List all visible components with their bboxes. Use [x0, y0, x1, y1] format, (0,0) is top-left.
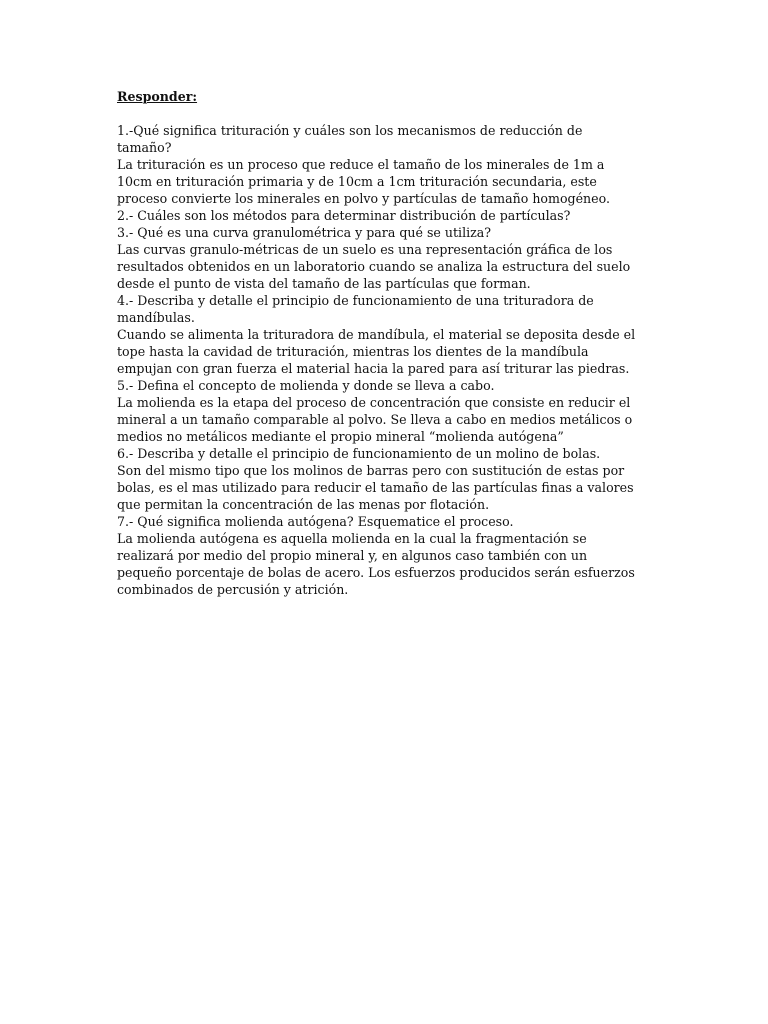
text-line: La molienda autógena es aquella molienda en la cual la fragmentación se	[117, 531, 587, 546]
text-line: 4.- Describa y detalle el principio de funcionamiento de una trituradora de	[117, 293, 594, 308]
text-line: mineral a un tamaño comparable al polvo. Se lleva a cabo en medios metálicos o	[117, 412, 633, 427]
document-body	[117, 88, 652, 598]
text-line: desde el punto de vista del tamaño de las partículas que forman.	[117, 276, 531, 291]
text-line: La molienda es la etapa del proceso de concentración que consiste en reducir el	[117, 395, 631, 410]
text-line: Cuando se alimenta la trituradora de mandíbula, el material se deposita desde el	[117, 327, 636, 342]
text-line: empujan con gran fuerza el material hacia la pared para así triturar las piedras.	[117, 361, 630, 376]
text-line: 1.-Qué significa trituración y cuáles son los mecanismos de reducción de	[117, 123, 583, 138]
text-line: 7.- Qué significa molienda autógena? Esquematice el proceso.	[117, 514, 514, 529]
text-line: bolas, es el mas utilizado para reducir el tamaño de las partículas finas a valores	[117, 480, 634, 495]
text-line: medios no metálicos mediante el propio mineral “molienda autógena”	[117, 429, 564, 444]
text-line: proceso convierte los minerales en polvo y partículas de tamaño homogéneo.	[117, 191, 610, 206]
text-line: 6.- Describa y detalle el principio de funcionamiento de un molino de bolas.	[117, 446, 601, 461]
text-line: mandíbulas.	[117, 310, 195, 325]
text-line: combinados de percusión y atrición.	[117, 582, 349, 597]
text-lines	[117, 122, 652, 598]
text-line: La trituración es un proceso que reduce el tamaño de los minerales de 1m a	[117, 157, 605, 172]
heading-responder: Responder:	[117, 89, 198, 104]
text-line: resultados obtenidos en un laboratorio cuando se analiza la estructura del suelo	[117, 259, 631, 274]
text-line: Son del mismo tipo que los molinos de barras pero con sustitución de estas por	[117, 463, 625, 478]
text-line: realizará por medio del propio mineral y, en algunos caso también con un	[117, 548, 588, 563]
text-line: 2.- Cuáles son los métodos para determinar distribución de partículas?	[117, 208, 571, 223]
text-line: 10cm en trituración primaria y de 10cm a 1cm trituración secundaria, este	[117, 174, 597, 189]
text-line: 3.- Qué es una curva granulométrica y para qué se utiliza?	[117, 225, 492, 240]
text-line: Las curvas granulo-métricas de un suelo es una representación gráfica de los	[117, 242, 613, 257]
text-line: tope hasta la cavidad de trituración, mientras los dientes de la mandíbula	[117, 344, 589, 359]
text-line: que permitan la concentración de las menas por flotación.	[117, 497, 490, 512]
text-line: 5.- Defina el concepto de molienda y donde se lleva a cabo.	[117, 378, 495, 393]
text-line: pequeño porcentaje de bolas de acero. Los esfuerzos producidos serán esfuerzos	[117, 565, 635, 580]
text-line: tamaño?	[117, 140, 172, 155]
